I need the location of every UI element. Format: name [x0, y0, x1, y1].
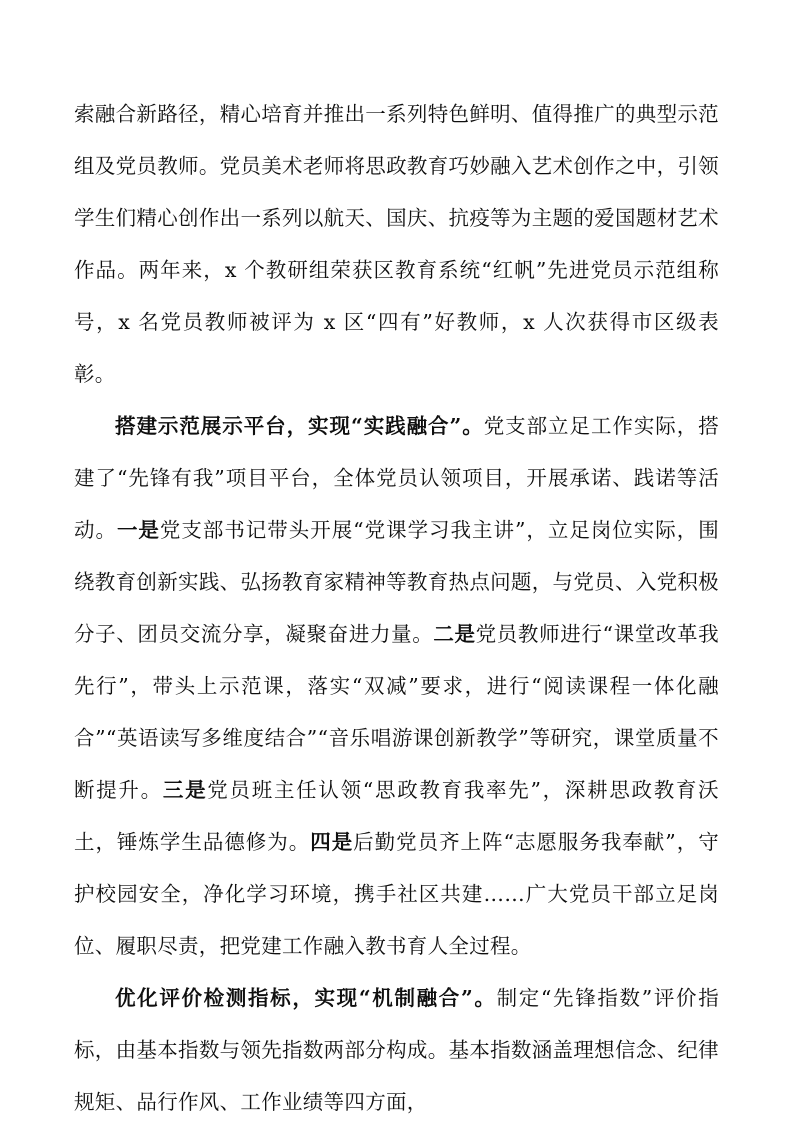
enumerator-third: 三是 [162, 778, 208, 802]
text-run: 制定“先锋指数”评价指标，由基本指数与领先指数两部分构成。基本指数涵盖理想信念、纪律规矩、品行作风、工作业绩等四方面， [74, 986, 719, 1114]
text-run: 索融合新路径，精心培育并推出一系列特色鲜明、值得推广的典型示范组及党员教师。党员美术老师将思政教育巧妙融入艺术创作之中，引领学生们精心创作出一系列以航天、国庆、抗疫等为主题的爱国题材艺术作品。两年来，x 个教研组荣获区教育系统 [74, 102, 719, 282]
text-run: 先进党员示范组称号，x 名党员教师被评为 x 区“四有”好教师，x 人次获得市区级表彰。 [74, 258, 719, 386]
document-body [74, 88, 719, 1122]
paragraph-platform [74, 400, 719, 972]
enumerator-first: 一是 [116, 518, 160, 542]
text-run: 后勤党员齐上阵“志愿服务我奉献”，守护校园安全，净化学习环境，携手社区共建……广大党员干部立足岗位、履职尽责，把党建工作融入教书育人全过程。 [74, 830, 719, 958]
text-run: “红帆” [481, 258, 547, 282]
enumerator-fourth: 四是 [310, 830, 354, 854]
text-run: 党支部书记带头开展“党课学习我主讲”，立足岗位实际，围绕教育创新实践、弘扬教育家精神等教育热点问题，与党员、入党积极分子、团员交流分享，凝聚奋进力量。 [74, 518, 719, 646]
heading-run-platform: 搭建示范展示平台，实现“实践融合”。 [115, 414, 484, 438]
enumerator-second: 二是 [433, 622, 476, 646]
text-run: 党员班主任认领“思政教育我率先”，深耕思政教育沃土，锤炼学生品德修为。 [74, 778, 719, 854]
text-run: 党支部立足工作实际，搭建了“先锋有我”项目平台，全体党员认领项目，开展承诺、践诺等活动。 [74, 414, 719, 542]
paragraph-evaluation [74, 972, 719, 1122]
text-run: 党员教师进行“课堂改革我先行”，带头上示范课，落实“双减”要求，进行“阅读课程一体化融合”“英语读写多维度结合”“音乐唱游课创新教学”等研究，课堂质量不断提升。 [74, 622, 719, 802]
heading-run-evaluation: 优化评价检测指标，实现“机制融合”。 [115, 986, 497, 1010]
paragraph-continued [74, 88, 719, 400]
